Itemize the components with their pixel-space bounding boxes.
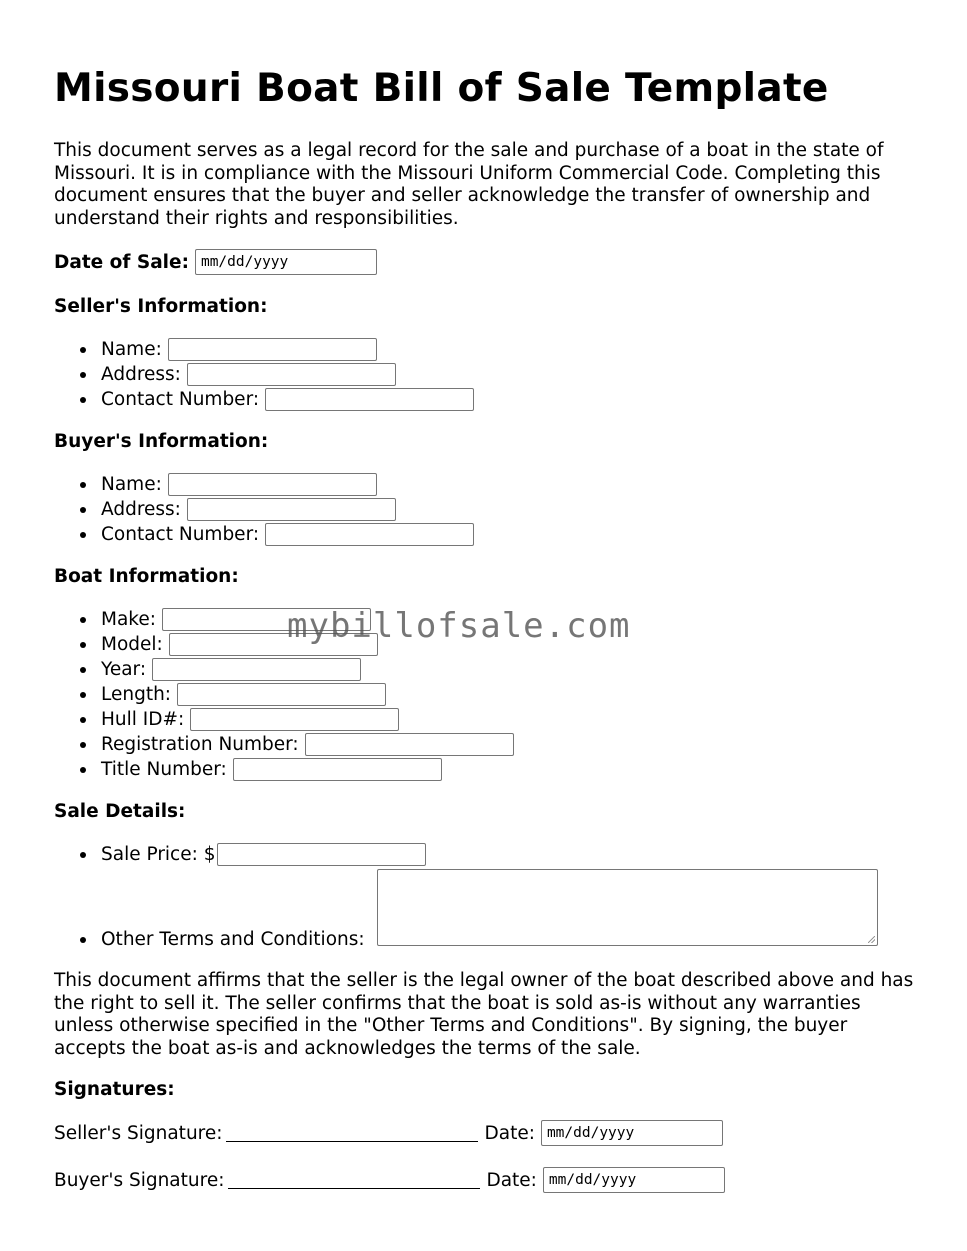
seller-signature-row xyxy=(54,1120,723,1146)
boat-title-label: Title Number: xyxy=(101,759,227,780)
seller-date-input[interactable]: mm/dd/yyyy xyxy=(541,1120,723,1146)
boat-registration-item xyxy=(101,732,514,757)
seller-address-input[interactable] xyxy=(187,363,396,386)
boat-hull-item xyxy=(101,707,399,732)
seller-contact-label: Contact Number: xyxy=(101,389,260,410)
buyer-name-input[interactable] xyxy=(168,473,377,496)
buyer-address-item xyxy=(101,497,396,522)
page-title: Missouri Boat Bill of Sale Template xyxy=(54,66,829,111)
boat-title-input[interactable] xyxy=(233,758,442,781)
seller-address-item xyxy=(101,362,396,387)
buyer-heading: Buyer's Information: xyxy=(54,431,269,452)
sale-price-input[interactable] xyxy=(217,843,426,866)
seller-contact-input[interactable] xyxy=(265,388,474,411)
buyer-signature-line[interactable] xyxy=(228,1172,480,1189)
seller-contact-item xyxy=(101,387,474,412)
sale-price-label: Sale Price: $ xyxy=(101,844,216,865)
sale-price-item xyxy=(101,842,426,867)
buyer-name-label: Name: xyxy=(101,474,162,495)
boat-make-label: Make: xyxy=(101,609,156,630)
boat-registration-label: Registration Number: xyxy=(101,734,299,755)
boat-year-input[interactable] xyxy=(152,658,361,681)
date-of-sale-input[interactable]: mm/dd/yyyy xyxy=(195,249,377,275)
sale-terms-textarea[interactable] xyxy=(377,869,878,946)
boat-heading: Boat Information: xyxy=(54,566,239,587)
boat-model-label: Model: xyxy=(101,634,163,655)
seller-signature-line[interactable] xyxy=(226,1125,478,1142)
buyer-address-input[interactable] xyxy=(187,498,396,521)
buyer-date-input[interactable]: mm/dd/yyyy xyxy=(543,1167,725,1193)
buyer-contact-label: Contact Number: xyxy=(101,524,260,545)
signatures-heading: Signatures: xyxy=(54,1079,175,1100)
boat-year-item xyxy=(101,657,361,682)
seller-address-label: Address: xyxy=(101,364,181,385)
boat-length-label: Length: xyxy=(101,684,172,705)
boat-year-label: Year: xyxy=(101,659,147,680)
intro-paragraph: This document serves as a legal record for the sale and purchase of a boat in the state of Missouri. It is in compliance with the Missouri Uniform Commercial Code. Completing this document ensures that the buyer and seller acknowledge the transfer of ownership and understand their rights and responsibilities. xyxy=(54,140,884,229)
buyer-contact-input[interactable] xyxy=(265,523,474,546)
seller-signature-label: Seller's Signature: xyxy=(54,1122,223,1144)
sale-terms-item xyxy=(101,927,365,952)
watermark-text: mybillofsale.com xyxy=(287,606,631,646)
boat-hull-input[interactable] xyxy=(190,708,399,731)
boat-length-input[interactable] xyxy=(177,683,386,706)
sale-terms-label: Other Terms and Conditions: xyxy=(101,929,365,950)
seller-name-input[interactable] xyxy=(168,338,377,361)
seller-date-label: Date: xyxy=(484,1122,535,1144)
seller-name-item xyxy=(101,337,377,362)
date-of-sale-label: Date of Sale: xyxy=(54,251,189,273)
boat-length-item xyxy=(101,682,386,707)
seller-name-label: Name: xyxy=(101,339,162,360)
buyer-date-label: Date: xyxy=(486,1169,537,1191)
sale-heading: Sale Details: xyxy=(54,801,186,822)
buyer-address-label: Address: xyxy=(101,499,181,520)
boat-hull-label: Hull ID#: xyxy=(101,709,185,730)
affirmation-paragraph: This document affirms that the seller is the legal owner of the boat described above and has the right to sell it. The seller confirms that the boat is sold as-is without any warranties unless otherwise specified in the "Other Terms and Conditions". By signing, the buyer accepts the boat as-is and acknowledges the terms of the sale. xyxy=(54,970,914,1059)
buyer-signature-row xyxy=(54,1167,725,1193)
buyer-name-item xyxy=(101,472,377,497)
buyer-signature-label: Buyer's Signature: xyxy=(54,1169,225,1191)
buyer-contact-item xyxy=(101,522,474,547)
date-of-sale-row xyxy=(54,249,377,275)
boat-title-item xyxy=(101,757,442,782)
boat-registration-input[interactable] xyxy=(305,733,514,756)
seller-heading: Seller's Information: xyxy=(54,296,268,317)
